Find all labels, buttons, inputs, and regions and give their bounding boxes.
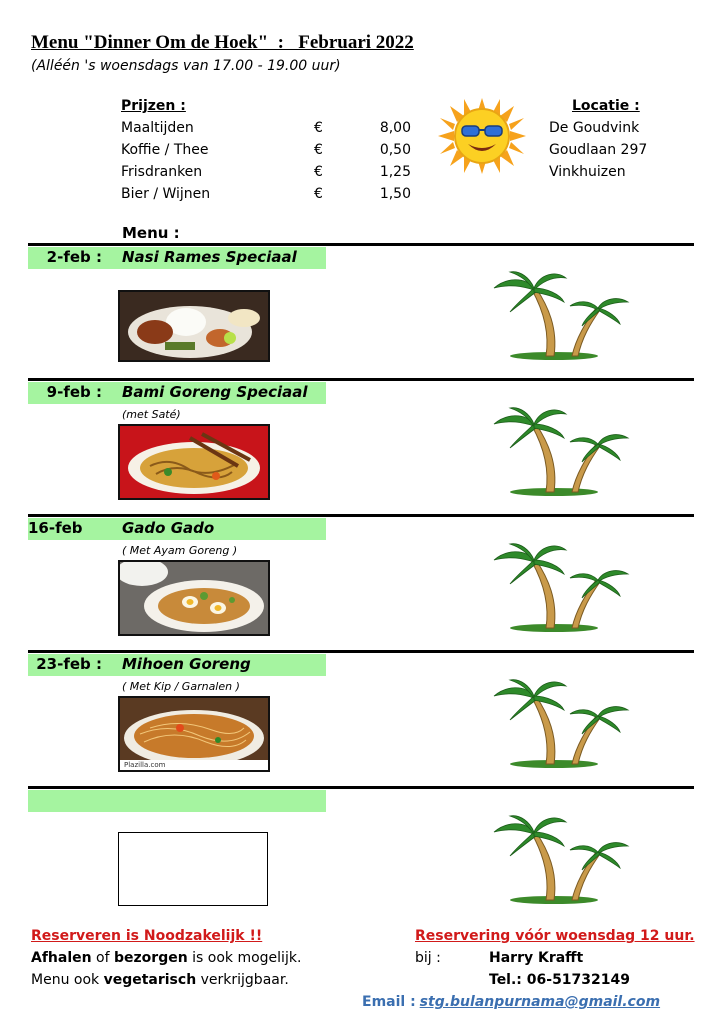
menu-heading: Menu : bbox=[122, 224, 180, 242]
date-bar bbox=[28, 790, 326, 812]
menu-dish: Nasi Rames Speciaal bbox=[122, 248, 297, 266]
price-value: 1,25 bbox=[379, 164, 411, 180]
vegetarian-bold: vegetarisch bbox=[103, 972, 197, 988]
dish-photo-gado-gado bbox=[118, 560, 270, 636]
price-row bbox=[121, 142, 421, 164]
menu-dish: Gado Gado bbox=[122, 519, 215, 537]
price-currency: € bbox=[314, 186, 323, 202]
price-value: 8,00 bbox=[379, 120, 411, 136]
palm-trees-icon bbox=[484, 268, 636, 360]
vegetarian-line bbox=[31, 972, 289, 988]
price-currency: € bbox=[314, 120, 323, 136]
takeaway-text: of bbox=[91, 950, 115, 966]
price-currency: € bbox=[314, 164, 323, 180]
bij-label: bij : bbox=[415, 950, 441, 966]
location-line: De Goudvink bbox=[549, 120, 640, 136]
contact-name: Harry Krafft bbox=[489, 950, 584, 966]
vegetarian-text: Menu ook bbox=[31, 972, 104, 988]
price-item-name: Frisdranken bbox=[121, 164, 203, 180]
palm-trees-icon bbox=[484, 404, 636, 496]
price-currency: € bbox=[314, 142, 323, 158]
dish-photo-nasi-rames bbox=[118, 290, 270, 362]
reservation-required: Reserveren is Noodzakelijk !! bbox=[31, 928, 263, 944]
takeaway-line bbox=[31, 950, 301, 966]
menu-date: 9-feb : bbox=[46, 383, 102, 401]
price-row bbox=[121, 164, 421, 186]
menu-title: Menu "Dinner Om de Hoek" : Februari 2022 bbox=[31, 32, 414, 53]
price-item-name: Bier / Wijnen bbox=[121, 186, 211, 202]
section-divider bbox=[28, 378, 694, 381]
menu-subtitle: (Alléén 's woensdags van 17.00 - 19.00 uur) bbox=[31, 58, 341, 74]
delivery-bold: bezorgen bbox=[114, 950, 188, 966]
vegetarian-text: verkrijgbaar. bbox=[196, 972, 289, 988]
price-row bbox=[121, 186, 421, 208]
menu-dish: Mihoen Goreng bbox=[122, 655, 251, 673]
location-heading: Locatie : bbox=[572, 98, 640, 114]
menu-note: ( Met Ayam Goreng ) bbox=[122, 544, 238, 557]
section-divider bbox=[28, 514, 694, 517]
photo-caption: Plazilla.com bbox=[124, 761, 166, 769]
price-item-name: Koffie / Thee bbox=[121, 142, 209, 158]
dish-photo-mihoen-goreng bbox=[118, 696, 270, 772]
email-link[interactable]: stg.bulanpurnama@gmail.com bbox=[419, 994, 661, 1010]
palm-trees-icon bbox=[484, 540, 636, 632]
menu-date: 2-feb : bbox=[46, 248, 102, 266]
prices-heading: Prijzen : bbox=[121, 98, 186, 114]
reservation-deadline: Reservering vóór woensdag 12 uur. bbox=[415, 928, 695, 944]
location-line: Goudlaan 297 bbox=[549, 142, 648, 158]
menu-note: ( Met Kip / Garnalen ) bbox=[122, 680, 240, 693]
takeaway-bold: Afhalen bbox=[31, 950, 92, 966]
contact-phone: Tel.: 06-51732149 bbox=[489, 972, 630, 988]
section-divider bbox=[28, 650, 694, 653]
takeaway-text: is ook mogelijk. bbox=[187, 950, 302, 966]
menu-date: 23-feb : bbox=[36, 655, 102, 673]
email-label: Email : bbox=[362, 994, 416, 1010]
price-value: 1,50 bbox=[379, 186, 411, 202]
email-line bbox=[362, 994, 660, 1010]
price-row bbox=[121, 120, 421, 142]
palm-trees-icon bbox=[484, 812, 636, 904]
menu-dish: Bami Goreng Speciaal bbox=[122, 383, 308, 401]
sun-sunglasses-icon bbox=[436, 96, 528, 176]
section-divider bbox=[28, 786, 694, 789]
location-line: Vinkhuizen bbox=[549, 164, 626, 180]
section-divider bbox=[28, 243, 694, 246]
menu-date: 16-feb bbox=[28, 519, 83, 537]
dish-photo-bami-goreng bbox=[118, 424, 270, 500]
palm-trees-icon bbox=[484, 676, 636, 768]
price-value: 0,50 bbox=[379, 142, 411, 158]
price-item-name: Maaltijden bbox=[121, 120, 194, 136]
menu-note: (met Saté) bbox=[122, 408, 181, 421]
empty-photo-frame bbox=[118, 832, 268, 906]
